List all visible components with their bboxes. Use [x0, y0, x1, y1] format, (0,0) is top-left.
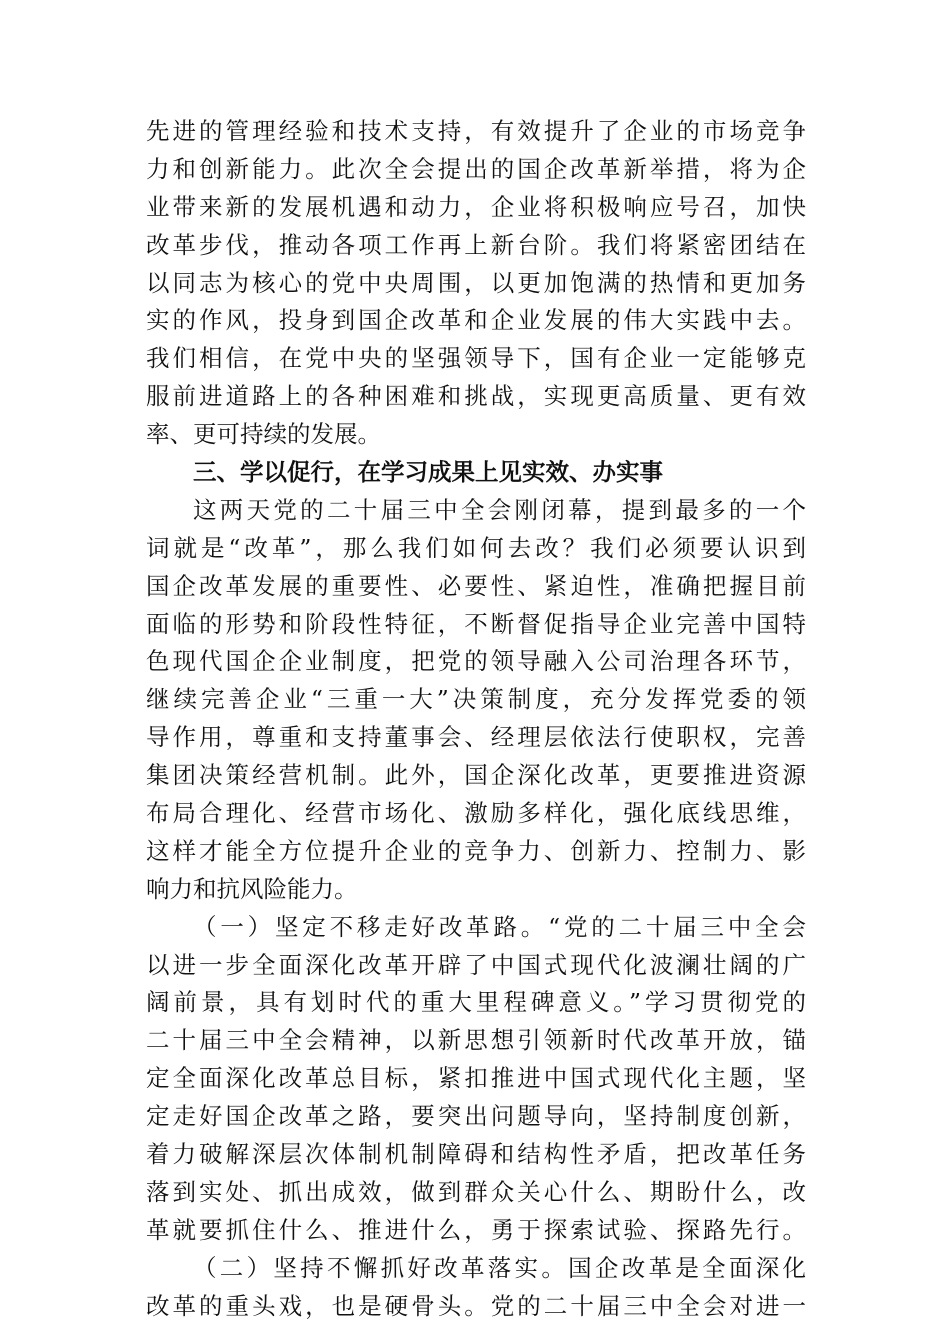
- text-line: 以进一步全面深化改革开辟了中国式现代化波澜壮阔的广: [146, 950, 806, 979]
- text-line: 继续完善企业“三重一大”决策制度，充分发挥党委的领: [146, 685, 806, 714]
- text-line: 先进的管理经验和技术支持，有效提升了企业的市场竞争: [146, 117, 806, 145]
- text-line: 革就要抓住什么、推进什么，勇于探索试验、探路先行。: [146, 1215, 806, 1244]
- text-line: 这两天党的二十届三中全会刚闭幕，提到最多的一个: [193, 495, 806, 524]
- text-line: 以同志为核心的党中央周围，以更加饱满的热情和更加务: [146, 268, 806, 297]
- text-line: 实的作风，投身到国企改革和企业发展的伟大实践中去。: [146, 306, 806, 335]
- text-line: 布局合理化、经营市场化、激励多样化，强化底线思维，: [146, 799, 806, 828]
- paragraph: [146, 492, 806, 909]
- text-line: 着力破解深层次体制机制障碍和结构性矛盾，把改革任务: [146, 1140, 806, 1169]
- text-line: 力和创新能力。此次全会提出的国企改革新举措，将为企: [146, 154, 806, 183]
- text-line: （一）坚定不移走好改革路。“党的二十届三中全会: [193, 912, 806, 941]
- paragraph: [146, 1250, 806, 1326]
- text-line: 集团决策经营机制。此外，国企深化改革，更要推进资源: [146, 761, 806, 790]
- text-line: 词就是“改革”，那么我们如何去改？我们必须要认识到: [146, 533, 806, 562]
- text-line: 响力和抗风险能力。: [146, 874, 358, 903]
- paragraph: [146, 909, 806, 1250]
- text-line: 国企改革发展的重要性、必要性、紧迫性，准确把握目前: [146, 571, 806, 600]
- text-line: 落到实处、抓出成效，做到群众关心什么、期盼什么，改: [146, 1177, 806, 1206]
- text-line: 改革步伐，推动各项工作再上新台阶。我们将紧密团结在: [146, 230, 806, 259]
- text-line: （二）坚持不懈抓好改革落实。国企改革是全面深化: [193, 1253, 806, 1282]
- text-line: 定全面深化改革总目标，紧扣推进中国式现代化主题，坚: [146, 1064, 806, 1093]
- text-line: 改革的重头戏，也是硬骨头。党的二十届三中全会对进一: [146, 1291, 806, 1320]
- text-line: 色现代国企企业制度，把党的领导融入公司治理各环节，: [146, 647, 806, 676]
- section-heading: 三、学以促行，在学习成果上见实效、办实事: [193, 458, 663, 487]
- text-line: 业带来新的发展机遇和动力，企业将积极响应号召，加快: [146, 192, 806, 221]
- text-line: 服前进道路上的各种困难和挑战，实现更高质量、更有效: [146, 382, 806, 411]
- text-line: 这样才能全方位提升企业的竞争力、创新力、控制力、影: [146, 836, 806, 865]
- text-line: 阔前景，具有划时代的重大里程碑意义。”学习贯彻党的: [146, 988, 806, 1017]
- text-line: 我们相信，在党中央的坚强领导下，国有企业一定能够克: [146, 344, 806, 373]
- document-body: [146, 113, 806, 1326]
- text-line: 面临的形势和阶段性特征，不断督促指导企业完善中国特: [146, 609, 806, 638]
- paragraph-continuation: [146, 113, 806, 454]
- text-line: 定走好国企改革之路，要突出问题导向，坚持制度创新，: [146, 1102, 806, 1131]
- text-line: 率、更可持续的发展。: [146, 420, 381, 449]
- text-line: 导作用，尊重和支持董事会、经理层依法行使职权，完善: [146, 723, 806, 752]
- text-line: 二十届三中全会精神，以新思想引领新时代改革开放，锚: [146, 1026, 806, 1055]
